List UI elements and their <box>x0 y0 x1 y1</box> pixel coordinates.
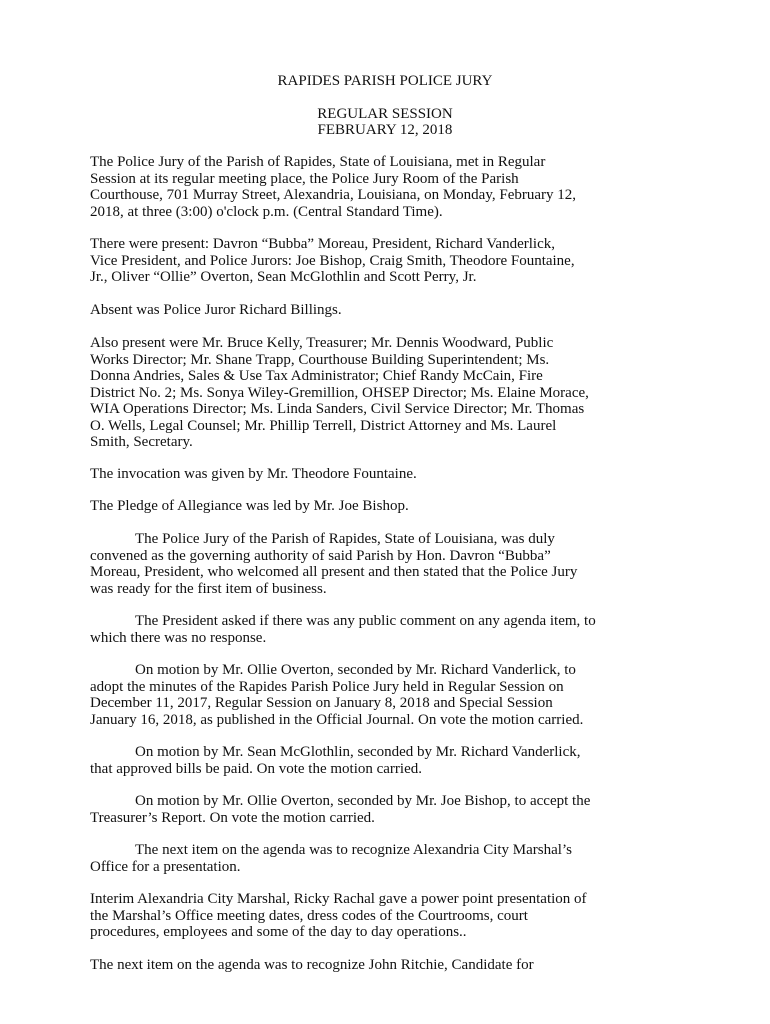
paragraph-pledge <box>90 498 690 515</box>
text-line: January 16, 2018, as published in the Official Journal. On vote the motion carried. <box>90 711 584 728</box>
text-line: The Police Jury of the Parish of Rapides, State of Louisiana, met in Regular <box>90 154 546 170</box>
text-line: The invocation was given by Mr. Theodore Fountaine. <box>90 466 417 482</box>
paragraph-motion-treasurer <box>90 793 690 826</box>
text-line: 2018, at three (3:00) o'clock p.m. (Central Standard Time). <box>90 203 443 220</box>
paragraph-motion-bills <box>90 744 690 777</box>
text-line: Session at its regular meeting place, the Police Jury Room of the Parish <box>90 170 519 187</box>
session-date: FEBRUARY 12, 2018 <box>317 122 453 138</box>
paragraph-marshal-presentation <box>90 891 690 941</box>
text-line: Works Director; Mr. Shane Trapp, Courthouse Building Superintendent; Ms. <box>90 351 550 368</box>
session-type: REGULAR SESSION <box>317 106 453 122</box>
paragraph-absent <box>90 302 690 319</box>
paragraph-marshal-agenda <box>90 842 690 875</box>
text-line: There were present: Davron “Bubba” Moreau, President, Richard Vanderlick, <box>90 236 555 252</box>
text-line: Treasurer’s Report. On vote the motion carried. <box>90 809 375 826</box>
paragraph-present-members <box>90 236 690 286</box>
text-line: On motion by Mr. Ollie Overton, seconded by Mr. Joe Bishop, to accept the <box>135 793 591 809</box>
text-line: Jr., Oliver “Ollie” Overton, Sean McGlothlin and Scott Perry, Jr. <box>90 269 477 285</box>
text-line: was ready for the first item of business. <box>90 580 327 597</box>
text-line: Courthouse, 701 Murray Street, Alexandria, Louisiana, on Monday, February 12, <box>90 187 577 203</box>
text-line: The Pledge of Allegiance was led by Mr. Joe Bishop. <box>90 498 409 514</box>
text-line: that approved bills be paid. On vote the motion carried. <box>90 760 422 777</box>
text-line: District No. 2; Ms. Sonya Wiley-Gremillion, OHSEP Director; Ms. Elaine Morace, <box>90 384 589 401</box>
text-line: procedures, employees and some of the day to day operations.. <box>90 924 467 940</box>
paragraph-meeting-intro <box>90 154 690 220</box>
paragraph-motion-minutes <box>90 662 690 728</box>
text-line: adopt the minutes of the Rapides Parish Police Jury held in Regular Session on <box>90 678 564 695</box>
text-line: The President asked if there was any public comment on any agenda item, to <box>135 613 596 629</box>
text-line: WIA Operations Director; Ms. Linda Sanders, Civil Service Director; Mr. Thomas <box>90 401 585 417</box>
paragraph-also-present <box>90 335 690 451</box>
text-line: Smith, Secretary. <box>90 434 193 450</box>
text-line: On motion by Mr. Ollie Overton, seconded by Mr. Richard Vanderlick, to <box>135 662 576 678</box>
text-line: which there was no response. <box>90 629 267 646</box>
text-line: The Police Jury of the Parish of Rapides, State of Louisiana, was duly <box>135 531 555 547</box>
text-line: The next item on the agenda was to recognize Alexandria City Marshal’s <box>135 842 572 858</box>
text-line: Absent was Police Juror Richard Billings. <box>90 302 342 318</box>
document-title: RAPIDES PARISH POLICE JURY <box>277 73 493 89</box>
text-line: the Marshal’s Office meeting dates, dress codes of the Courtrooms, court <box>90 907 528 924</box>
text-line: On motion by Mr. Sean McGlothlin, seconded by Mr. Richard Vanderlick, <box>135 744 581 760</box>
text-line: Donna Andries, Sales & Use Tax Administrator; Chief Randy McCain, Fire <box>90 368 543 384</box>
text-line: Vice President, and Police Jurors: Joe Bishop, Craig Smith, Theodore Fountaine, <box>90 252 575 269</box>
paragraph-invocation <box>90 466 690 483</box>
text-line: Moreau, President, who welcomed all present and then stated that the Police Jury <box>90 564 578 580</box>
paragraph-ritchie-agenda <box>90 957 690 974</box>
text-line: December 11, 2017, Regular Session on January 8, 2018 and Special Session <box>90 695 553 711</box>
text-line: convened as the governing authority of said Parish by Hon. Davron “Bubba” <box>90 547 551 564</box>
text-line: O. Wells, Legal Counsel; Mr. Phillip Terrell, District Attorney and Ms. Laurel <box>90 417 557 434</box>
text-line: Also present were Mr. Bruce Kelly, Treasurer; Mr. Dennis Woodward, Public <box>90 335 554 351</box>
text-line: Interim Alexandria City Marshal, Ricky Rachal gave a power point presentation of <box>90 891 587 907</box>
paragraph-public-comment <box>90 613 690 646</box>
text-line: Office for a presentation. <box>90 858 241 875</box>
text-line: The next item on the agenda was to recognize John Ritchie, Candidate for <box>90 957 534 973</box>
paragraph-convened <box>90 531 690 597</box>
